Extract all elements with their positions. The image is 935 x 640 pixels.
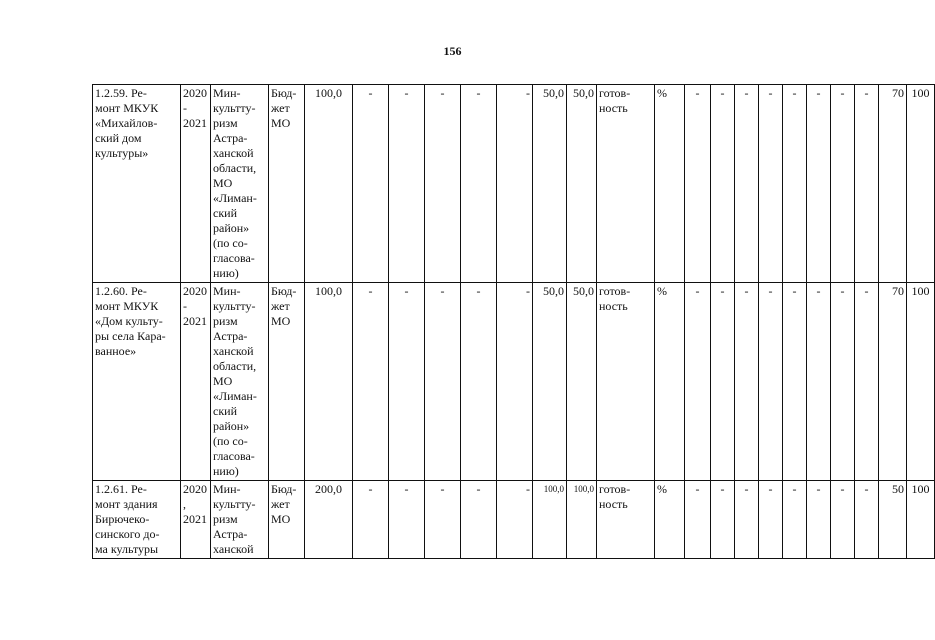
value-cell: - [461, 283, 497, 481]
value-2021-cell: 100,0 [567, 481, 597, 559]
measure-name: 1.2.61. Ре- монт здания Бирючеко- синского до- ма культуры [93, 481, 181, 559]
value-cell: - [389, 283, 425, 481]
executor-cell: Мин- культту- ризм Астра- ханской [211, 481, 269, 559]
total-cell: 200,0 [305, 481, 353, 559]
indicator-value-cell: - [735, 481, 759, 559]
value-cell: - [353, 481, 389, 559]
value-cell: - [389, 85, 425, 283]
period-cell: 2020- 2021 [181, 283, 211, 481]
indicator-value-cell: - [685, 481, 711, 559]
value-cell: - [497, 85, 533, 283]
indicator-value-cell: - [685, 85, 711, 283]
program-table [92, 84, 935, 559]
indicator-value-cell: - [711, 85, 735, 283]
period-cell: 2020, 2021 [181, 481, 211, 559]
indicator-value-cell: - [855, 481, 879, 559]
indicator-value-cell: - [759, 481, 783, 559]
indicator-value-cell: - [783, 85, 807, 283]
indicator-value-cell: 100 [907, 283, 935, 481]
indicator-value-cell: 100 [907, 85, 935, 283]
indicator-value-cell: - [855, 283, 879, 481]
page-number: 156 [443, 44, 462, 58]
executor-cell: Мин- культту- ризм Астра- ханской области, МО «Лиман- ский район» (по со- гласова- нию) [211, 283, 269, 481]
value-cell: - [353, 283, 389, 481]
table-row [93, 283, 935, 481]
indicator-value-cell: - [759, 283, 783, 481]
indicator-value-cell: 100 [907, 481, 935, 559]
value-2020-cell: 50,0 [533, 85, 567, 283]
value-cell: - [497, 481, 533, 559]
period-cell: 2020- 2021 [181, 85, 211, 283]
unit-cell: % [655, 481, 685, 559]
value-cell: - [389, 481, 425, 559]
total-cell: 100,0 [305, 85, 353, 283]
funding-source-cell: Бюд- жет МО [269, 85, 305, 283]
value-cell: - [425, 85, 461, 283]
indicator-value-cell: - [783, 481, 807, 559]
total-cell: 100,0 [305, 283, 353, 481]
value-2020-cell: 100,0 [533, 481, 567, 559]
indicator-value-cell: - [807, 283, 831, 481]
value-cell: - [425, 283, 461, 481]
indicator-value-cell: - [807, 481, 831, 559]
funding-source-cell: Бюд- жет МО [269, 283, 305, 481]
indicator-cell: готов- ность [597, 481, 655, 559]
measure-name: 1.2.60. Ре- монт МКУК «Дом культу- ры села Кара- ванное» [93, 283, 181, 481]
indicator-value-cell: - [831, 283, 855, 481]
indicator-value-cell: - [807, 85, 831, 283]
indicator-value-cell: - [831, 481, 855, 559]
indicator-value-cell: - [711, 283, 735, 481]
unit-cell: % [655, 85, 685, 283]
value-cell: - [461, 85, 497, 283]
indicator-value-cell: 70 [879, 283, 907, 481]
value-2020-cell: 50,0 [533, 283, 567, 481]
indicator-value-cell: - [783, 283, 807, 481]
value-2021-cell: 50,0 [567, 85, 597, 283]
indicator-value-cell: - [685, 283, 711, 481]
value-cell: - [461, 481, 497, 559]
indicator-value-cell: - [735, 85, 759, 283]
indicator-value-cell: - [711, 481, 735, 559]
value-cell: - [353, 85, 389, 283]
indicator-cell: готов- ность [597, 85, 655, 283]
value-cell: - [425, 481, 461, 559]
indicator-value-cell: - [855, 85, 879, 283]
value-2021-cell: 50,0 [567, 283, 597, 481]
indicator-value-cell: - [735, 283, 759, 481]
executor-cell: Мин- культту- ризм Астра- ханской области, МО «Лиман- ский район» (по со- гласова- нию) [211, 85, 269, 283]
value-cell: - [497, 283, 533, 481]
table-row [93, 481, 935, 559]
indicator-value-cell: 70 [879, 85, 907, 283]
indicator-value-cell: 50 [879, 481, 907, 559]
measure-name: 1.2.59. Ре- монт МКУК «Михайлов- ский дом культуры» [93, 85, 181, 283]
indicator-value-cell: - [759, 85, 783, 283]
funding-source-cell: Бюд- жет МО [269, 481, 305, 559]
indicator-value-cell: - [831, 85, 855, 283]
unit-cell: % [655, 283, 685, 481]
table-row [93, 85, 935, 283]
indicator-cell: готов- ность [597, 283, 655, 481]
